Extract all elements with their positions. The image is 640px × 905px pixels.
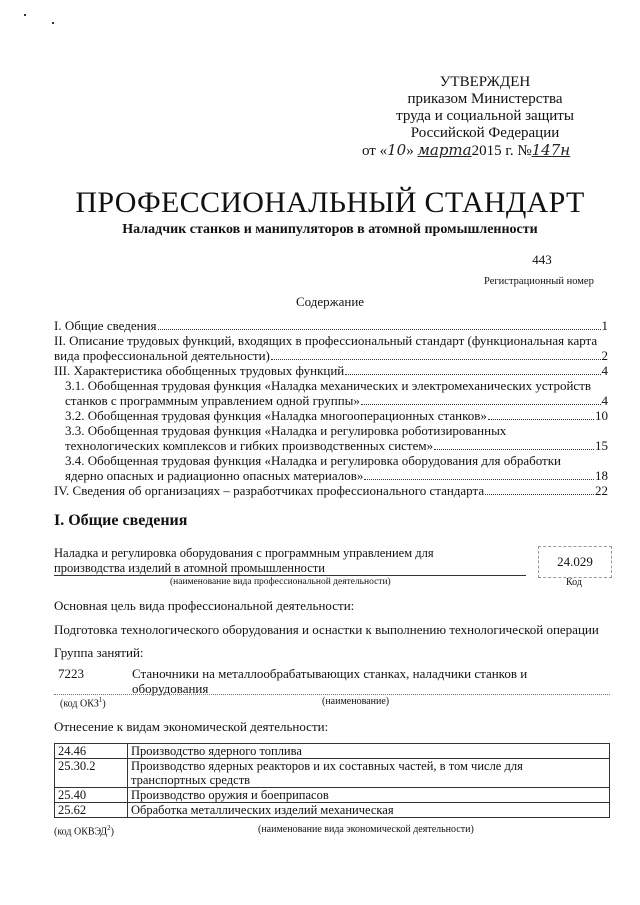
document-title: ПРОФЕССИОНАЛЬНЫЙ СТАНДАРТ — [75, 186, 585, 219]
goal-label: Основная цель вида профессиональной деятельности: — [54, 598, 355, 613]
okz-name: Станочники на металлообрабатывающих станках, наладчики станков и оборудования — [132, 666, 528, 696]
table-row — [55, 788, 610, 803]
toc-item[interactable]: станков с программным управлением одной группы» 4 — [65, 393, 608, 408]
toc-item[interactable]: технологических комплексов и гибких производственных систем» 15 — [65, 438, 608, 453]
activity-code: 24.029 — [538, 546, 612, 578]
okved-name: Производство оружия и боеприпасов — [128, 788, 610, 803]
okved-name: Производство ядерного топлива — [128, 744, 610, 759]
approval-line: труда и социальной защиты — [396, 108, 574, 124]
okved-code: 25.40 — [55, 788, 128, 803]
table-row — [55, 744, 610, 759]
table-row — [55, 803, 610, 818]
divider — [54, 694, 610, 695]
code-label: Код — [566, 577, 582, 588]
activity-kind-caption: (наименование вида профессиональной деятельности) — [170, 577, 391, 587]
group-label: Группа занятий: — [54, 645, 144, 660]
okved-code: 25.30.2 — [55, 759, 128, 788]
document-subtitle: Наладчик станков и манипуляторов в атомной промышленности — [122, 222, 538, 237]
toc-item-line[interactable]: 3.4. Обобщенная трудовая функция «Наладка и регулировка оборудования для обработки — [65, 453, 561, 468]
table-row — [55, 759, 610, 788]
okved-label: Отнесение к видам экономической деятельности: — [54, 719, 329, 734]
okved-code-caption: (код ОКВЭД$^2$) — [54, 824, 114, 838]
toc-item[interactable]: I. Общие сведения 1 — [54, 318, 608, 333]
approval-line: УТВЕРЖДЕН — [439, 74, 531, 90]
divider — [54, 575, 526, 576]
table-of-contents — [54, 318, 608, 498]
handwritten-number: 147н — [531, 141, 571, 159]
toc-item-line[interactable]: 3.1. Обобщенная трудовая функция «Наладка механических и электромеханических устройств — [65, 378, 592, 393]
okved-code: 24.46 — [55, 744, 128, 759]
handwritten-day: 10 — [387, 141, 407, 159]
okved-name: Обработка металлических изделий механическая — [128, 803, 610, 818]
toc-item[interactable]: III. Характеристика обобщенных трудовых функций 4 — [54, 363, 608, 378]
scan-speck — [52, 22, 54, 24]
toc-item[interactable]: 3.2. Обобщенная трудовая функция «Наладка многооперационных станков» 10 — [65, 408, 608, 423]
section-title: I. Общие сведения — [54, 512, 188, 529]
handwritten-month: марта — [417, 141, 472, 159]
contents-title: Содержание — [295, 294, 365, 309]
okved-code: 25.62 — [55, 803, 128, 818]
registration-number: 443 — [532, 252, 552, 267]
approval-line: Российской Федерации — [410, 125, 560, 141]
toc-item-line[interactable]: 3.3. Обобщенная трудовая функция «Наладка и регулировка роботизированных — [65, 423, 507, 438]
okz-name-caption: (наименование) — [322, 696, 390, 707]
approval-block — [360, 74, 610, 160]
approval-line: приказом Министерства — [407, 91, 563, 107]
scan-speck — [24, 14, 26, 16]
okz-code-caption: (код ОКЗ$^1$) — [60, 696, 106, 710]
okz-code: 7223 — [58, 666, 84, 681]
goal-text: Подготовка технологического оборудования и оснастки к выполнению технологической операции — [54, 622, 599, 637]
okved-name: Производство ядерных реакторов и их составных частей, в том числе для транспортных средств — [128, 759, 610, 788]
okved-name-caption: (наименование вида экономической деятельности) — [258, 824, 474, 835]
toc-item[interactable]: вида профессиональной деятельности) 2 — [54, 348, 608, 363]
activity-kind-name: Наладка и регулировка оборудования с программным управлением для производства изделий в атомной промышленности — [54, 546, 434, 575]
approval-date: от «10» марта2015 г. №147н — [362, 141, 571, 159]
okved-table — [54, 743, 610, 818]
toc-item-line[interactable]: II. Описание трудовых функций, входящих в профессиональный стандарт (функциональная карта — [54, 333, 598, 348]
registration-label: Регистрационный номер — [484, 276, 594, 287]
toc-item[interactable]: ядерно опасных и радиационно опасных материалов» 18 — [65, 468, 608, 483]
toc-item[interactable]: IV. Сведения об организациях – разработчиках профессионального стандарта 22 — [54, 483, 608, 498]
